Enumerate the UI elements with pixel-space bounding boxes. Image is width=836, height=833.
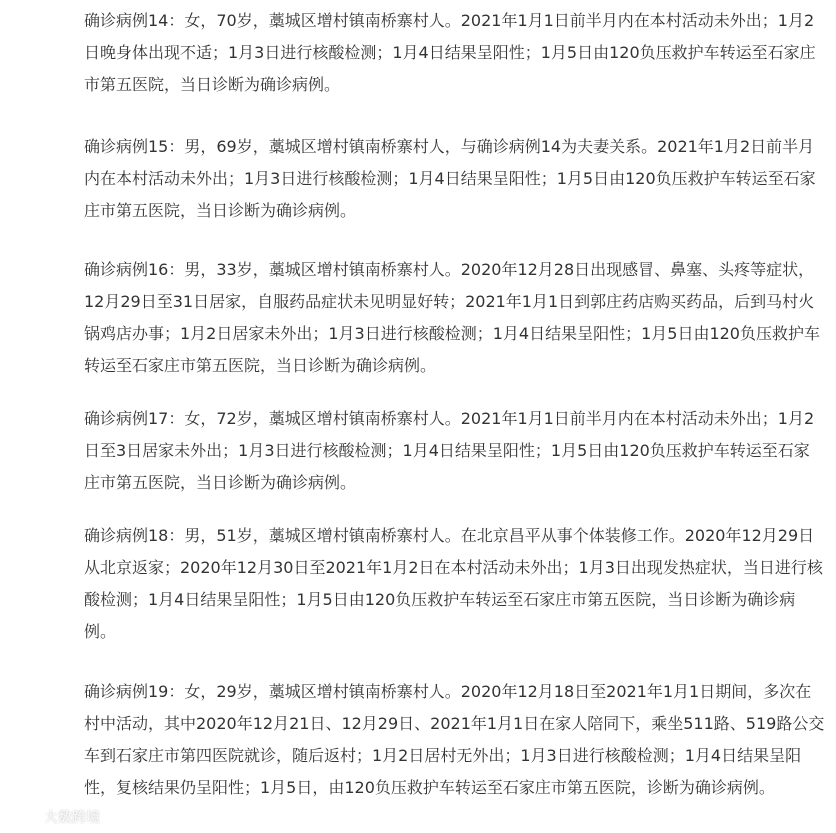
case-paragraph-17: 确诊病例17：女，72岁，藁城区增村镇南桥寨村人。2021年1月1日前半月内在本村活动未外出；1月2日至3日居家未外出；1月3日进行核酸检测；1月4日结果呈阳性；1月5日由120负压救护车转运至石家庄市第五医院，当日诊断为确诊病例。 xyxy=(84,409,815,492)
case-paragraph-14: 确诊病例14：女，70岁，藁城区增村镇南桥寨村人。2021年1月1日前半月内在本村活动未外出；1月2日晚身体出现不适；1月3日进行核酸检测；1月4日结果呈阳性；1月5日由120负压救护车转运至石家庄市第五医院，当日诊断为确诊病例。 xyxy=(84,11,816,94)
case-paragraph-16: 确诊病例16：男，33岁，藁城区增村镇南桥寨村人。2020年12月28日出现感冒、鼻塞、头疼等症状，12月29日至31日居家，自服药品症状未见明显好转；2021年1月1日到郭庄药店购买药品，后到马村火锅鸡店办事；1月2日居家未外出；1月3日进行核酸检测；1月4日结果呈阳性；1月5日由120负压救护车转运至石家庄市第五医院，当日诊断为确诊病例。 xyxy=(84,260,820,375)
case-paragraph-15: 确诊病例15：男，69岁，藁城区增村镇南桥寨村人，与确诊病例14为夫妻关系。2021年1月2日前半月内在本村活动未外出；1月3日进行核酸检测；1月4日结果呈阳性；1月5日由120负压救护车转运至石家庄市第五医院，当日诊断为确诊病例。 xyxy=(84,137,816,220)
watermark xyxy=(8,806,100,828)
watermark-label: 大数跨境 xyxy=(44,810,100,826)
case-paragraph-19: 确诊病例19：女，29岁，藁城区增村镇南桥寨村人。2020年12月18日至2021年1月1日期间，多次在村中活动，其中2020年12月21日、12月29日、2021年1月1日在家人陪同下，乘坐511路、519路公交车到石家庄市第四医院就诊，随后返村；1月2日居村无外出；1月3日进行核酸检测；1月4日结果呈阳性，复核结果仍呈阳性；1月5日，由120负压救护车转运至石家庄市第五医院，诊断为确诊病例。 xyxy=(84,682,825,797)
case-paragraph-18: 确诊病例18：男，51岁，藁城区增村镇南桥寨村人。在北京昌平从事个体装修工作。2020年12月29日从北京返家；2020年12月30日至2021年1月2日在本村活动未外出；1月3日出现发热症状，当日进行核酸检测；1月4日结果呈阳性；1月5日由120负压救护车转运至石家庄市第五医院，当日诊断为确诊病例。 xyxy=(84,526,823,641)
brand-logo-icon xyxy=(8,808,40,826)
